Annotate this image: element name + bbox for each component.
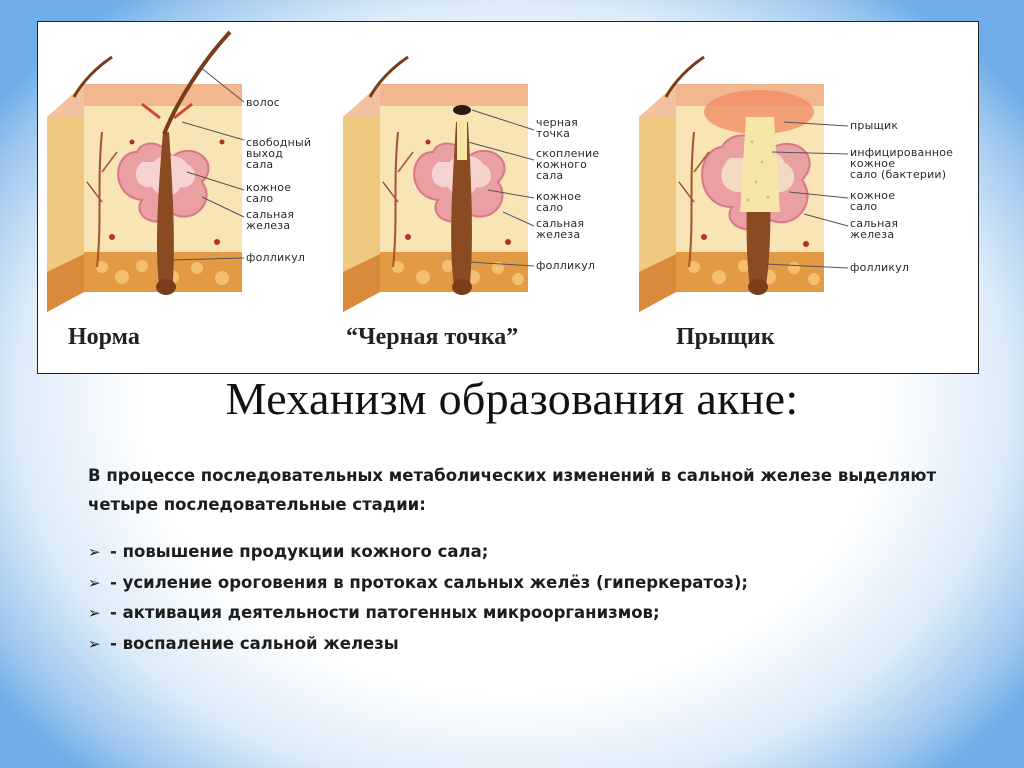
label-hair: волос [246,96,281,109]
panel-blackhead [338,22,648,322]
label-sebum: кожное сало [246,181,292,205]
intro-paragraph: В процессе последовательных метаболических изменений в сальной железе выделяют четыре последовательные стадии: [88,466,937,514]
label-infected-sebum: инфицированное кожное сало (бактерии) [850,146,954,181]
label-sebum: кожное сало [536,190,582,214]
arrow-bullet-icon: ➢ [88,604,101,622]
list-item [88,537,748,568]
label-follicle: фолликул [246,251,306,264]
label-sebaceous-gland: сальная железа [850,217,899,241]
label-free-sebum-exit: свободный выход сала [246,136,312,171]
panel-pimple [634,22,954,322]
acne-diagram-figure [37,21,979,374]
panel-normal [42,22,352,322]
arrow-bullet-icon: ➢ [88,573,101,592]
list-item [88,629,748,660]
skin-block-blackhead-illustration [338,22,648,322]
slide-title: Механизм образования акне: [225,373,799,424]
caption-blackhead: “Черная точка” [346,324,519,350]
label-blackhead: черная точка [536,116,578,140]
arrow-bullet-icon: ➢ [88,634,101,653]
bullet-text: - активация деятельности патогенных микроорганизмов; [110,603,660,622]
label-pimple: прыщик [850,119,899,132]
skin-block-normal-illustration [42,22,352,322]
label-follicle: фолликул [536,259,596,272]
list-item [88,568,748,599]
label-sebaceous-gland: сальная железа [536,217,585,241]
stages-list [88,537,748,659]
label-sebaceous-gland: сальная железа [246,208,295,232]
list-item [88,598,748,629]
caption-normal: Норма [68,324,140,350]
bullet-text: - воспаление сальной железы [110,633,399,653]
bullet-text: - повышение продукции кожного сала; [110,542,489,561]
label-sebum: кожное сало [850,189,896,213]
arrow-bullet-icon: ➢ [88,543,101,561]
label-sebum-accumulation: скопление кожного сала [536,147,600,182]
caption-pimple: Прыщик [676,324,775,350]
bullet-text: - усиление ороговения в протоках сальных желёз (гиперкератоз); [110,572,749,592]
label-follicle: фолликул [850,261,910,274]
